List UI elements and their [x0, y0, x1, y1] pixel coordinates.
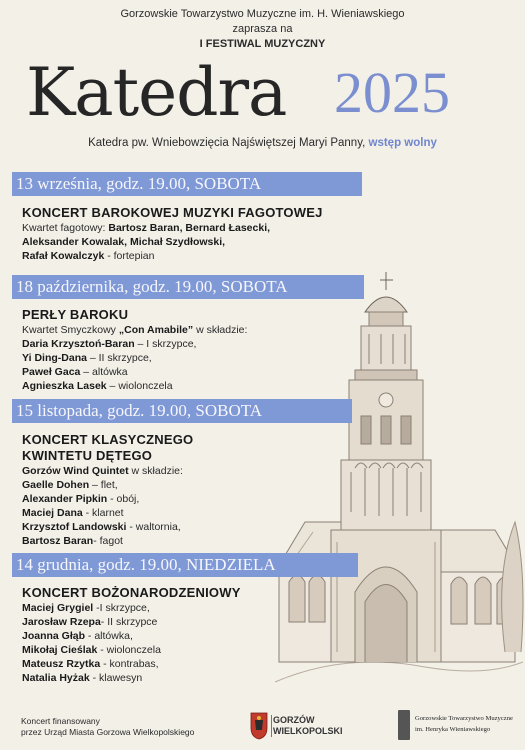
city-line-1: GORZÓW [273, 715, 315, 725]
concert-block-4 [22, 585, 422, 685]
concert-block-1 [22, 205, 422, 263]
concert-title-3-line2: KWINTETU DĘTEGO [22, 448, 153, 463]
performer-line: Jarosław Rzepa- II skrzypce [22, 616, 158, 628]
violin-icon [398, 710, 410, 740]
venue-line [0, 137, 525, 149]
event-year: 2025 [334, 60, 450, 125]
city-logo-divider [271, 715, 272, 737]
funding-line-2: przez Urząd Miasta Gorzowa Wielkopolskiego [21, 727, 195, 737]
performer-line: Paweł Gaca – altówka [22, 366, 128, 378]
header-block [0, 7, 525, 52]
organizer-name: Gorzowskie Towarzystwo Muzyczne im. H. Wieniawskiego [120, 8, 405, 20]
date-band-4: 14 grudnia, godz. 19.00, NIEDZIELA [12, 553, 358, 577]
performer-line: Kwartet Smyczkowy „Con Amabile” w składzie: [22, 324, 248, 336]
performer-line: Yi Ding-Dana – II skrzypce, [22, 352, 152, 364]
performer-line: Joanna Głąb - altówka, [22, 630, 133, 642]
title-row [26, 56, 506, 134]
concert-block-3 [22, 432, 422, 548]
society-logo [398, 710, 523, 742]
performer-line: Bartosz Baran- fagot [22, 535, 123, 547]
date-band-3: 15 listopada, godz. 19.00, SOBOTA [12, 399, 352, 423]
performer-line: Krzysztof Landowski - waltornia, [22, 521, 181, 533]
performer-line: Rafał Kowalczyk - fortepian [22, 250, 155, 262]
performer-line: Maciej Dana - klarnet [22, 507, 124, 519]
performer-line: Aleksander Kowalak, Michał Szydłowski, [22, 236, 226, 248]
city-line-2: WIELKOPOLSKI [273, 726, 343, 736]
funding-note [21, 716, 194, 738]
concert-title-4: KONCERT BOŻONARODZENIOWY [22, 585, 241, 600]
city-logo-text [273, 715, 343, 737]
free-entry: wstęp wolny [368, 137, 437, 149]
performer-line: Alexander Pipkin - obój, [22, 493, 140, 505]
date-band-1: 13 września, godz. 19.00, SOBOTA [12, 172, 362, 196]
festival-name: I FESTIWAL MUZYCZNY [199, 38, 326, 50]
performer-line: Kwartet fagotowy: Bartosz Baran, Bernard Łasecki, [22, 222, 271, 234]
society-line-1: Gorzowskie Towarzystwo Muzyczne [415, 715, 513, 722]
performer-line: Mateusz Rzytka - kontrabas, [22, 658, 159, 670]
concert-title-1: KONCERT BAROKOWEJ MUZYKI FAGOTOWEJ [22, 205, 323, 220]
footer [0, 700, 525, 750]
city-crest-icon [250, 712, 268, 740]
venue-name: Katedra pw. Wniebowzięcia Najświętszej Maryi Panny, [88, 137, 366, 149]
performer-line: Mikołaj Cieślak - wiolonczela [22, 644, 161, 656]
concert-block-2 [22, 307, 422, 393]
performer-line: Gaelle Dohen – flet, [22, 479, 118, 491]
funding-line-1: Koncert finansowany [21, 716, 100, 726]
invites-text: zaprasza na [232, 23, 293, 35]
event-title: Katedra [26, 54, 287, 131]
society-line-2: im. Henryka Wieniawskiego [415, 726, 491, 733]
concert-title-3: KONCERT KLASYCZNEGO [22, 432, 194, 447]
performer-line: Gorzów Wind Quintet w składzie: [22, 465, 183, 477]
performer-line: Maciej Grygiel -I skrzypce, [22, 602, 150, 614]
concert-title-2: PERŁY BAROKU [22, 307, 129, 322]
date-band-2: 18 października, godz. 19.00, SOBOTA [12, 275, 364, 299]
performer-line: Daria Krzysztoń-Baran – I skrzypce, [22, 338, 197, 350]
performer-line: Agnieszka Lasek – wiolonczela [22, 380, 173, 392]
performer-line: Natalia Hyżak - klawesyn [22, 672, 143, 684]
